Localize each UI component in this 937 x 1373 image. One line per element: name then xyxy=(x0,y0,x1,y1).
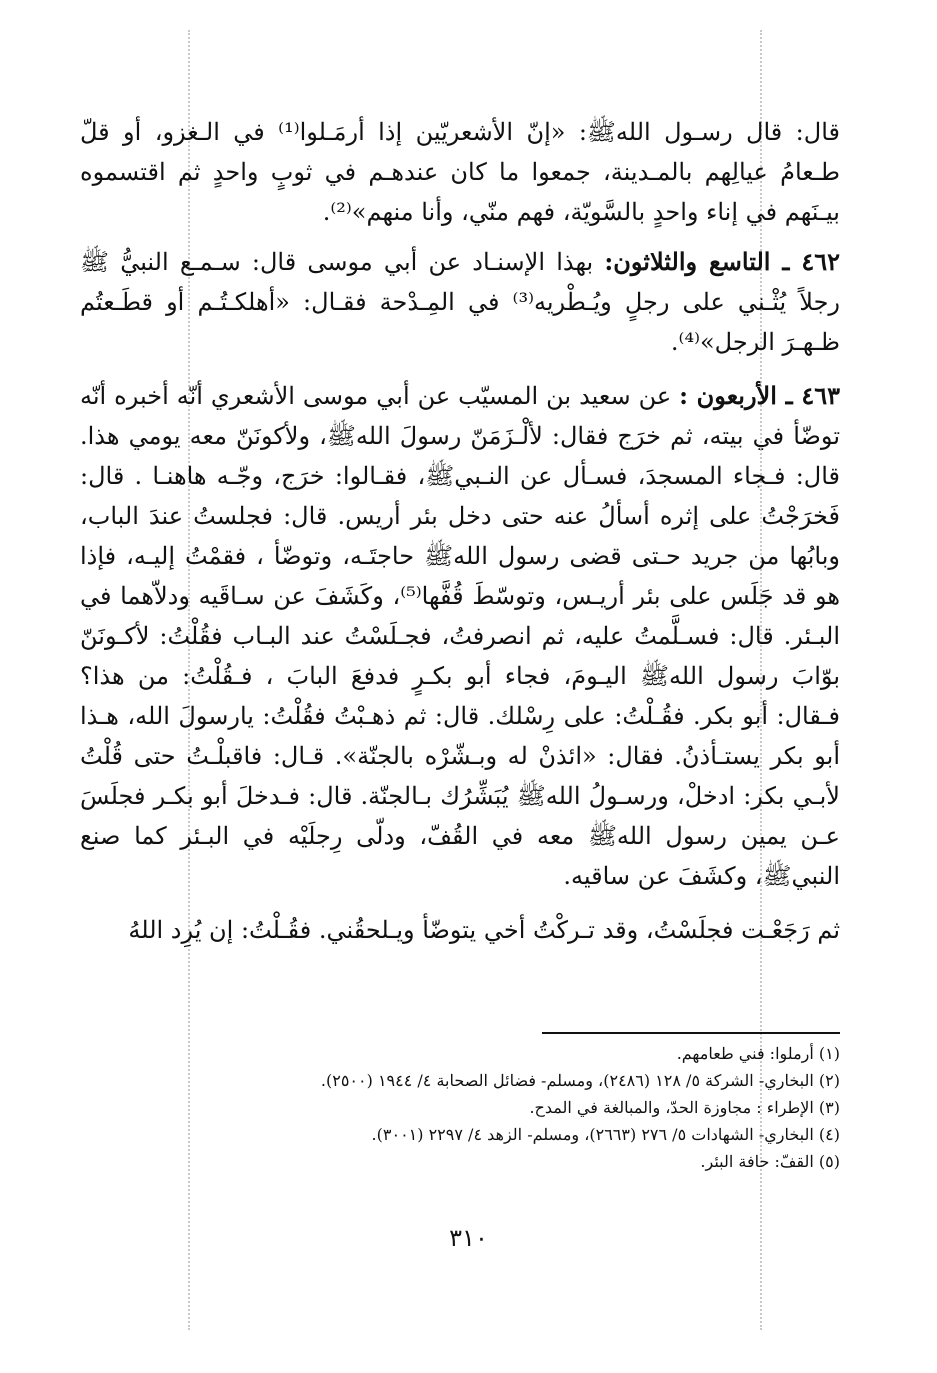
footnote-1: (١) أرملوا: فني طعامهم. xyxy=(676,1044,840,1063)
footnote-5: (٥) القفّ: حافة البئر. xyxy=(700,1152,840,1171)
footnote-3: (٣) الإطراء : مجاوزة الحدّ، والمبالغة في المدح. xyxy=(529,1098,840,1117)
paragraph-text: قال: قال رسـول اللهﷺ: «إنّ الأشعريّين إذا أرمَـلوا⁽¹⁾ في الـغزو، أو قلّ طـعامُ عيالِهم بالمـدينة، جمعوا ما كان عندهـم في ثوبٍ واحدٍ ثم اقتسموه بيـنَهم في إناء واحدٍ بالسَّويّة، فهم منّي، وأنا منهم»⁽²⁾. xyxy=(80,118,840,226)
page-body xyxy=(80,112,840,950)
paragraph-continued xyxy=(80,910,840,950)
footnotes xyxy=(80,1040,840,1175)
paragraph-text: بهذا الإسنـاد عن أبي موسى قال: سـمـع النبيُّ ﷺ رجلاً يُثْـني على رجلٍ ويُـطْريه⁽³⁾ في المِـدْحة فقـال: «أهلكـتُـم أو قطَـعتُم ظـهـرَ الرجل»⁽⁴⁾. xyxy=(80,248,840,356)
paragraph-hadith-461-end xyxy=(80,112,840,232)
hadith-heading: ٤٦٣ ـ الأربعون : xyxy=(679,381,840,410)
footnote-2: (٢) البخاري- الشركة ٥/ ١٢٨ (٢٤٨٦)، ومسلم- فضائل الصحابة ٤/ ١٩٤٤ (٢٥٠٠). xyxy=(320,1071,840,1090)
footnote-separator xyxy=(542,1032,840,1034)
hadith-heading: ٤٦٢ ـ التاسع والثلاثون: xyxy=(604,247,840,276)
page-number: ٣١٠ xyxy=(449,1224,488,1252)
footnote-4: (٤) البخاري- الشهادات ٥/ ٢٧٦ (٢٦٦٣)، ومسلم- الزهد ٤/ ٢٢٩٧ (٣٠٠١). xyxy=(371,1125,840,1144)
paragraph-hadith-462 xyxy=(80,242,840,362)
paragraph-hadith-463 xyxy=(80,376,840,896)
paragraph-text: ثم رَجَعْـت فجلَسْتُ، وقد تـركْتُ أخي يتوضّأ ويـلحقُني. فقُـلْتُ: إن يُرِد اللهُ xyxy=(128,916,840,944)
paragraph-text: عن سعيد بن المسيّب عن أبي موسى الأشعري أنّه أخبره أنّه توضّأ في بيته، ثم خرَج فقال: لألْـزَمَنّ رسولَ اللهﷺ، ولأكونَنّ معه يومي هذا. قال: فـجاء المسجدَ، فسـأل عن النـبيﷺ، فقـالوا: خرَج، وجّـه هاهنـا . قال: فَخرَجْتُ على إثره أسألُ عنه حتى دخل بئر أريس. قال: فجلستُ عندَ الباب، وبابُها من جريد حـتى قضى رسول اللهﷺ حاجتَـه، وتوضّأ ، فقمْتُ إليـه، فإذا هو قد جَلَس على بئر أريـس، وتوسّطَ قُفَّها⁽⁵⁾، وكَشَفَ عن سـاقَيه ودلاّهما في البـئر. قال: فسـلَّمتُ عليه، ثم انصرفتُ، فجـلَسْتُ عند البـاب فقُلْتُ: لأكـونَنّ بوّابَ رسول اللهﷺ اليـومَ، فجاء أبو بكـرٍ فدفعَ البابَ ، فـقُلْتُ: من هذا؟ فـقال: أبو بكر. فقُـلْتُ: على رِسْلك. قال: ثم ذهـبْتُ فقُلْتُ: يارسولَ الله، هـذا أبو بكر يستـأذنُ. فقال: «ائذنْ له وبـشّرْه بالجنّة». قـال: فاقبلْـتُ حتى قُلْتُ لأبـي بكر: ادخلْ، ورسـولُ اللهﷺ يُبَشِّرُك بـالجنّة. قال: فـدخلَ أبو بكـر فجلَسَ عـن يمين رسول اللهﷺ معه في القُفّ، ودلّى رِجلَيْه في البـئر كما صنع النبيﷺ، وكشَفَ عن ساقيه. xyxy=(80,382,841,890)
